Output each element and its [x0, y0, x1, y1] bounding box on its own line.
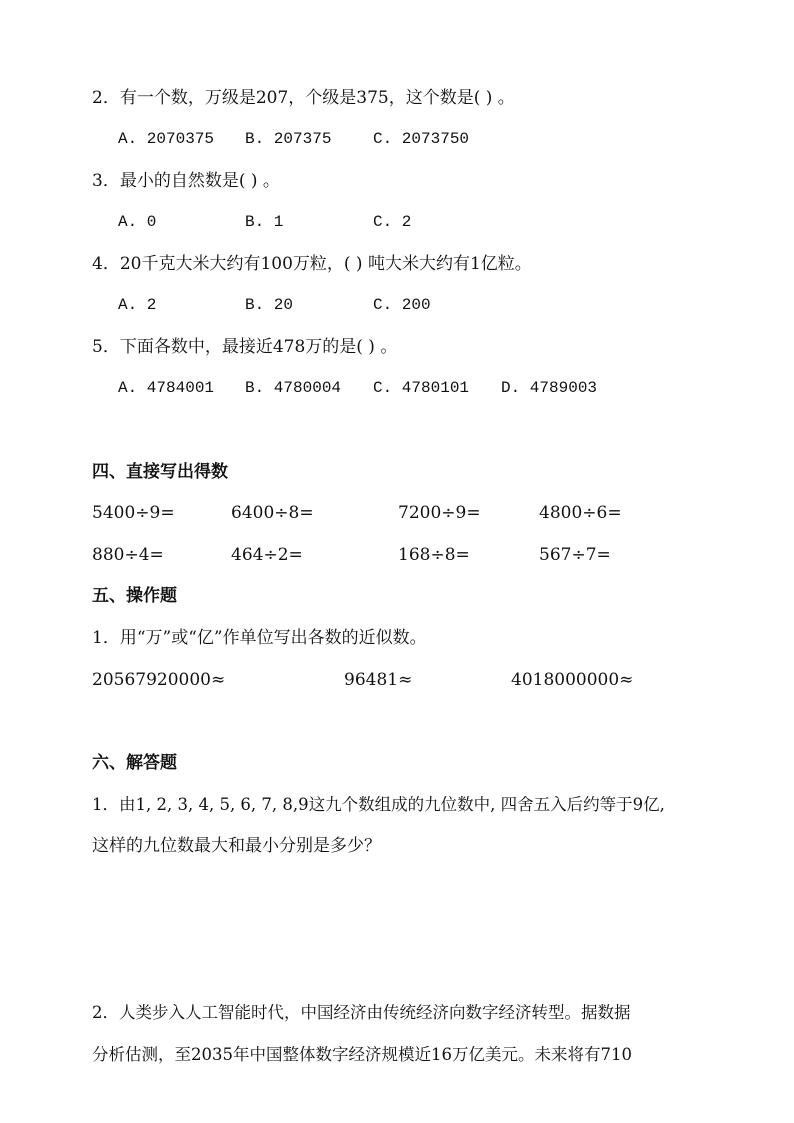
calc-item: 168÷8=: [398, 545, 470, 565]
q5-option-d: D. 4789003: [501, 379, 598, 397]
approx-item: 4018000000≈: [511, 670, 634, 690]
calc-item: 6400÷8=: [231, 503, 314, 523]
question-5-text: 5．下面各数中，最接近478万的是( ) 。: [92, 337, 398, 357]
calc-item: 880÷4=: [92, 545, 164, 565]
calc-item: 464÷2=: [231, 545, 303, 565]
section-6-question-2-line-1: 2．人类步入人工智能时代，中国经济由传统经济向数字经济转型。据数据: [92, 1003, 631, 1022]
section-4-heading: 四、直接写出得数: [92, 462, 228, 482]
question-4-text: 4．20千克大米大约有100万粒，( ) 吨大米大约有1亿粒。: [92, 254, 532, 274]
section-5-heading: 五、操作题: [92, 586, 177, 606]
calc-item: 4800÷6=: [539, 503, 622, 523]
section-5-question-1: 1．用“万”或“亿”作单位写出各数的近似数。: [92, 628, 427, 648]
q3-option-a: A. 0: [118, 213, 157, 231]
q2-option-b: B. 207375: [245, 130, 332, 148]
calc-item: 7200÷9=: [398, 503, 481, 523]
question-3-text: 3．最小的自然数是( ) 。: [92, 171, 280, 191]
calc-item: 567÷7=: [539, 545, 611, 565]
section-6-question-1-line-2: 这样的九位数最大和最小分别是多少？: [92, 836, 381, 856]
section-6-question-1-line-1: 1．由1, 2, 3, 4, 5, 6, 7, 8,9这九个数组成的九位数中, 四舍五入后约等于9亿,: [92, 795, 665, 814]
q5-option-b: B. 4780004: [245, 379, 342, 397]
q2-option-c: C. 2073750: [373, 130, 470, 148]
q4-option-c: C. 200: [373, 296, 431, 314]
approx-item: 20567920000≈: [92, 670, 226, 690]
q4-option-a: A. 2: [118, 296, 157, 314]
section-6-question-2-line-2: 分析估测，至2035年中国整体数字经济规模近16万亿美元。未来将有710: [92, 1045, 632, 1064]
q2-option-a: A. 2070375: [118, 130, 215, 148]
q5-option-c: C. 4780101: [373, 379, 470, 397]
q5-option-a: A. 4784001: [118, 379, 215, 397]
q3-option-b: B. 1: [245, 213, 284, 231]
question-2-text: 2．有一个数，万级是207，个级是375，这个数是( ) 。: [92, 88, 515, 108]
q3-option-c: C. 2: [373, 213, 412, 231]
approx-item: 96481≈: [344, 670, 413, 690]
calc-item: 5400÷9=: [92, 503, 175, 523]
q4-option-b: B. 20: [245, 296, 294, 314]
section-6-heading: 六、解答题: [92, 753, 177, 773]
